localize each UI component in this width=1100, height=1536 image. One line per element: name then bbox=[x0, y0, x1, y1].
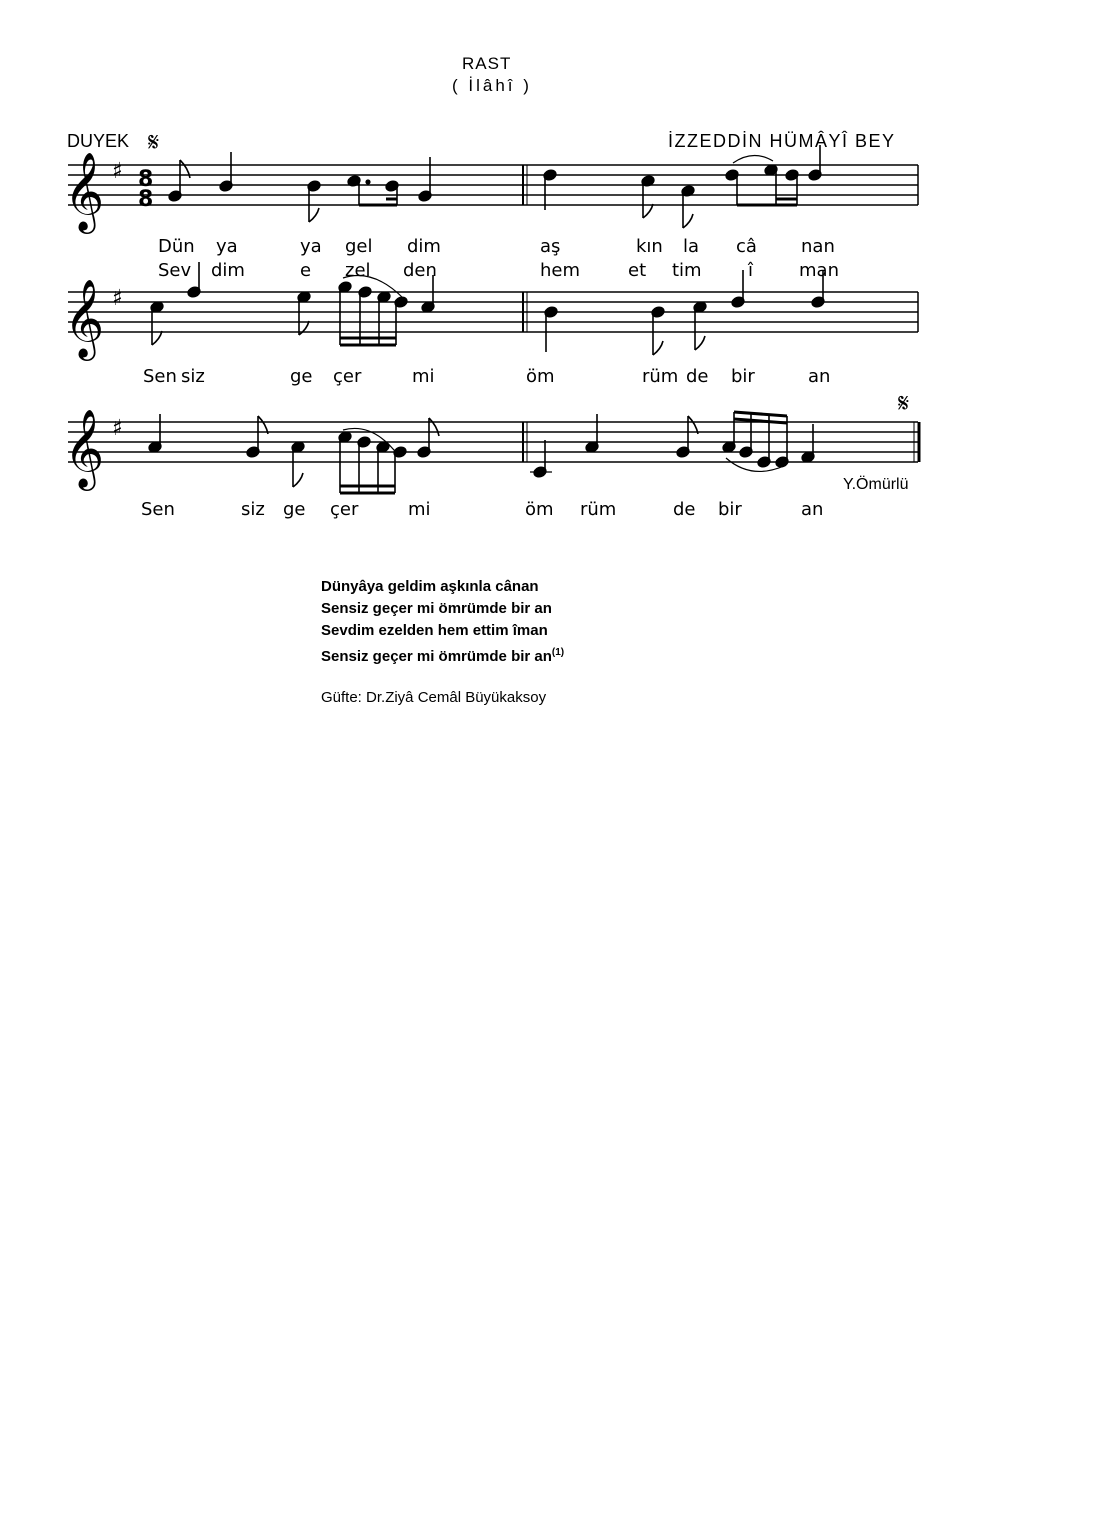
lyric-syllable: î bbox=[748, 260, 754, 281]
segno-icon: 𝄋 bbox=[898, 389, 910, 419]
sharp-icon: ♯ bbox=[112, 286, 123, 311]
sharp-icon: ♯ bbox=[112, 159, 123, 184]
lyric-syllable: an bbox=[801, 499, 824, 520]
composer-name: İZZEDDİN HÜMÂYÎ BEY bbox=[668, 131, 896, 151]
lyric-syllable: tim bbox=[672, 260, 702, 281]
poem-line-text: Sensiz geçer mi ömrümde bir an bbox=[321, 648, 552, 665]
lyric-syllable: câ bbox=[736, 236, 757, 257]
lyric-syllable: ge bbox=[283, 499, 306, 520]
usul-label: DUYEK bbox=[67, 131, 130, 151]
lyric-syllable: bir bbox=[718, 499, 742, 520]
lyric-syllable: man bbox=[799, 260, 839, 281]
treble-clef-icon: 𝄞 bbox=[64, 409, 105, 488]
time-signature-top: 8 bbox=[138, 167, 154, 192]
lyric-syllable: öm bbox=[526, 366, 555, 387]
poem-line bbox=[321, 642, 564, 668]
lyric-syllable: çer bbox=[330, 499, 359, 520]
lyric-syllable: de bbox=[673, 499, 696, 520]
lyric-syllable: rüm bbox=[580, 499, 617, 520]
lyric-syllable: gel bbox=[345, 236, 373, 257]
treble-clef-icon: 𝄞 bbox=[64, 152, 105, 231]
lyric-syllable: kın bbox=[636, 236, 663, 257]
lyric-syllable: bir bbox=[731, 366, 755, 387]
lyric-syllable: den bbox=[403, 260, 437, 281]
lyric-syllable: siz bbox=[181, 366, 205, 387]
lyric-syllable: la bbox=[683, 236, 700, 257]
poem-line: Sensiz geçer mi ömrümde bir an bbox=[321, 600, 552, 617]
lyric-syllable: hem bbox=[540, 260, 581, 281]
lyric-syllable: mi bbox=[408, 499, 431, 520]
lyric-syllable: ya bbox=[300, 236, 322, 257]
lyric-syllable: öm bbox=[525, 499, 554, 520]
poem-line: Dünyâya geldim aşkınla cânan bbox=[321, 578, 539, 595]
lyric-syllable: Dün bbox=[158, 236, 195, 257]
lyric-syllable: Sen bbox=[141, 499, 175, 520]
lyric-syllable: nan bbox=[801, 236, 835, 257]
poem-line: Sevdim ezelden hem ettim îman bbox=[321, 622, 548, 639]
lyric-syllable: zel bbox=[345, 260, 371, 281]
lyric-syllable: siz bbox=[241, 499, 265, 520]
lyric-syllable: Sev bbox=[158, 260, 192, 281]
time-signature-bottom: 8 bbox=[138, 187, 154, 212]
lyric-syllable: mi bbox=[412, 366, 435, 387]
lyrics-staff3 bbox=[0, 0, 1100, 560]
lyric-syllable: ge bbox=[290, 366, 313, 387]
lyric-syllable: dim bbox=[211, 260, 245, 281]
poem-block bbox=[321, 576, 564, 668]
sharp-icon: ♯ bbox=[112, 416, 123, 441]
lyric-syllable: rüm bbox=[642, 366, 679, 387]
lyric-syllable: Sen bbox=[143, 366, 177, 387]
lyric-syllable: an bbox=[808, 366, 831, 387]
footnote-mark: (1) bbox=[551, 647, 565, 658]
makam-title: RAST bbox=[462, 54, 512, 73]
lyric-syllable: ya bbox=[216, 236, 238, 257]
lyric-syllable: dim bbox=[407, 236, 441, 257]
arranger-name: Y.Ömürlü bbox=[843, 476, 909, 493]
lyric-syllable: aş bbox=[540, 236, 561, 257]
treble-clef-icon: 𝄞 bbox=[64, 279, 105, 358]
lyric-syllable: de bbox=[686, 366, 709, 387]
form-subtitle: ( İlâhî ) bbox=[452, 76, 532, 95]
lyricist-credit: Güfte: Dr.Ziyâ Cemâl Büyükaksoy bbox=[321, 689, 547, 706]
segno-icon: 𝄋 bbox=[148, 128, 160, 158]
lyric-syllable: çer bbox=[333, 366, 362, 387]
lyric-syllable: et bbox=[628, 260, 647, 281]
lyric-syllable: e bbox=[300, 260, 312, 281]
